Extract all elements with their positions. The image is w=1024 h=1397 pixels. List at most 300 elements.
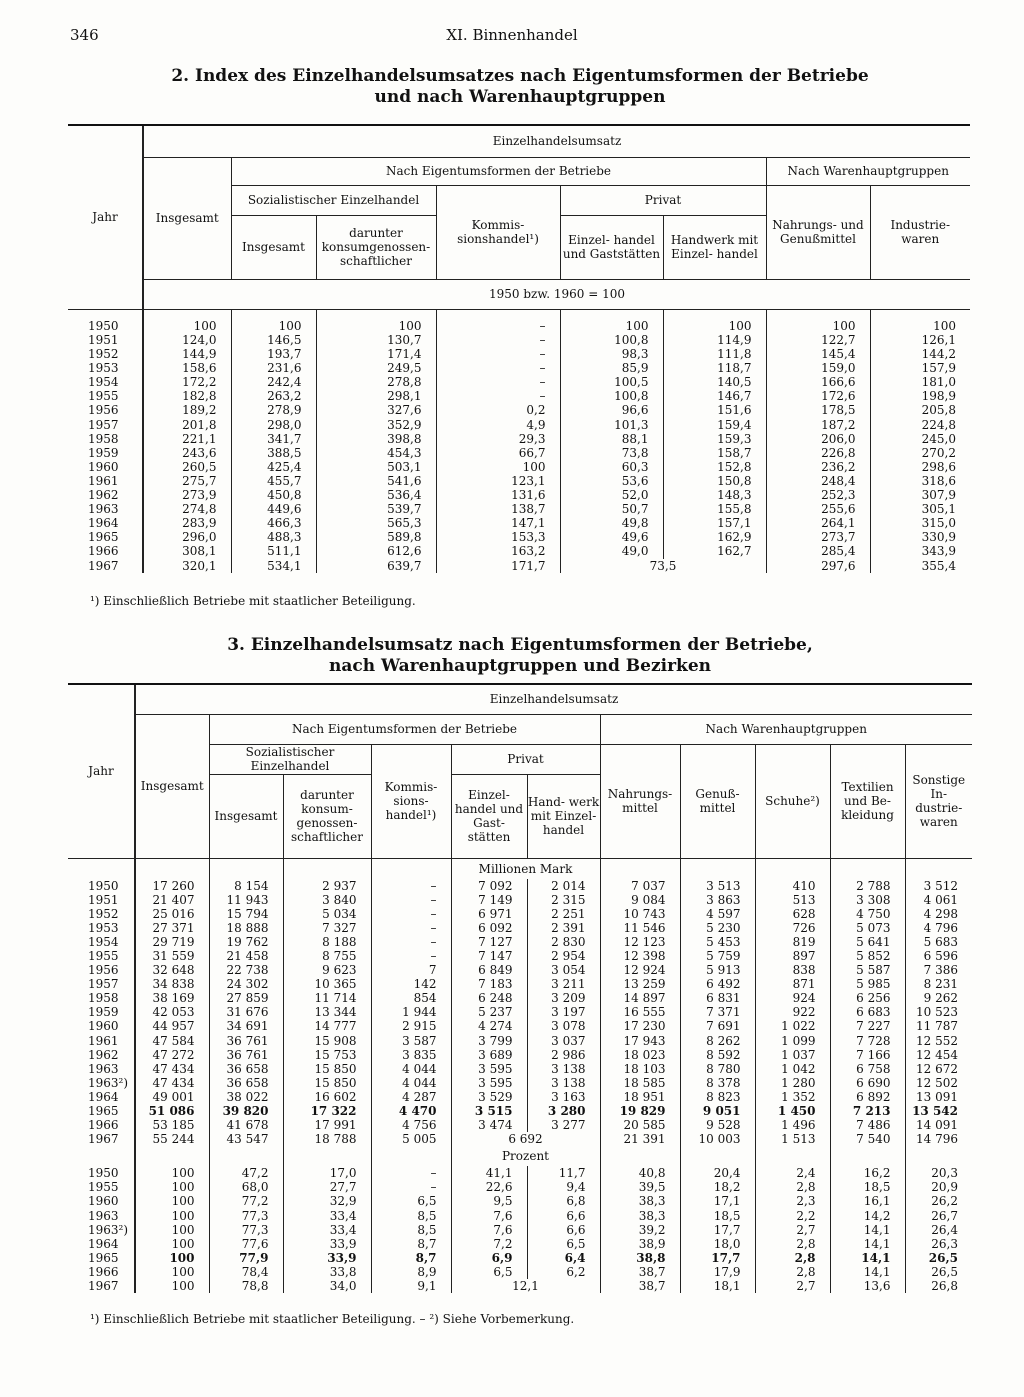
head-umsatz: Einzelhandelsumsatz xyxy=(143,125,970,157)
table-cell: 8 188 xyxy=(283,935,371,949)
table-row xyxy=(68,418,970,432)
table-cell: 53,6 xyxy=(560,474,663,488)
table-cell: 77,3 xyxy=(209,1209,283,1223)
table-cell: 3 308 xyxy=(830,893,905,907)
table-cell: 60,3 xyxy=(560,460,663,474)
table-cell xyxy=(135,1146,209,1166)
table-cell: 6,4 xyxy=(527,1251,600,1265)
table-cell: 5 005 xyxy=(371,1132,451,1146)
table-cell: 255,6 xyxy=(766,502,870,516)
table-cell: 330,9 xyxy=(870,530,970,544)
table-cell: 1954 xyxy=(88,375,119,390)
table-cell: 3 799 xyxy=(451,1034,527,1048)
table-cell: 5 034 xyxy=(283,907,371,921)
table-row xyxy=(68,488,970,502)
table-cell: 273,9 xyxy=(143,488,231,502)
table-cell: 283,9 xyxy=(143,516,231,530)
table-cell xyxy=(135,858,209,879)
col-insgesamt: Insgesamt xyxy=(143,157,231,279)
table-cell: – xyxy=(371,1166,451,1180)
table-cell: 18,1 xyxy=(680,1279,755,1293)
table-cell: 14 091 xyxy=(905,1118,972,1132)
table-cell: 33,9 xyxy=(283,1251,371,1265)
table-cell: 193,7 xyxy=(231,347,316,361)
table-cell: 43 547 xyxy=(209,1132,283,1146)
table-cell: 3 840 xyxy=(283,893,371,907)
table-row xyxy=(68,1194,972,1208)
table-cell: 3 595 xyxy=(451,1062,527,1076)
table-cell: 17,1 xyxy=(680,1194,755,1208)
table-cell: 100 xyxy=(231,309,316,333)
table-cell: 7 728 xyxy=(830,1034,905,1048)
table-cell: 1957 xyxy=(88,977,119,992)
table-cell: 47 434 xyxy=(135,1076,209,1090)
table-cell: 231,6 xyxy=(231,361,316,375)
table-cell: 34 838 xyxy=(135,977,209,991)
table-cell: 513 xyxy=(755,893,830,907)
table-cell: 924 xyxy=(755,991,830,1005)
table-cell: 172,6 xyxy=(766,389,870,403)
table-cell: 17,7 xyxy=(680,1223,755,1237)
table-cell: 9 051 xyxy=(680,1104,755,1118)
table-cell: 8 231 xyxy=(905,977,972,991)
table-cell: 159,4 xyxy=(663,418,766,432)
table-cell: 7 092 xyxy=(451,879,527,893)
table-cell: 612,6 xyxy=(316,544,436,558)
table-cell: 100,8 xyxy=(560,333,663,347)
table-cell: 21 458 xyxy=(209,949,283,963)
table-cell: 8 755 xyxy=(283,949,371,963)
table-cell: 27 371 xyxy=(135,921,209,935)
table-cell: 1960 xyxy=(88,1194,119,1209)
table-cell: 2,8 xyxy=(755,1251,830,1265)
table-cell: 189,2 xyxy=(143,403,231,417)
table-cell: 73,8 xyxy=(560,446,663,460)
table-cell: 4 796 xyxy=(905,921,972,935)
table-cell: 1 944 xyxy=(371,1005,451,1019)
table-cell: 7 691 xyxy=(680,1019,755,1033)
table-cell: 2 788 xyxy=(830,879,905,893)
table-cell: 7 166 xyxy=(830,1048,905,1062)
table-cell: 7 183 xyxy=(451,977,527,991)
table-row xyxy=(68,1090,972,1104)
table-cell: 1954 xyxy=(88,934,119,949)
table-cell: 270,2 xyxy=(870,446,970,460)
table-cell: 8,5 xyxy=(371,1209,451,1223)
table-cell: 6,2 xyxy=(527,1265,600,1279)
table-cell: 13 091 xyxy=(905,1090,972,1104)
table-cell: 854 xyxy=(371,991,451,1005)
table-cell: 1 099 xyxy=(755,1034,830,1048)
table-cell: 3 587 xyxy=(371,1034,451,1048)
table-cell: 10 365 xyxy=(283,977,371,991)
col-kommission: Kommis- sionshandel¹) xyxy=(436,185,560,279)
table-cell: 100 xyxy=(135,1180,209,1194)
table-cell: 245,0 xyxy=(870,432,970,446)
table-cell: 278,9 xyxy=(231,403,316,417)
table-cell: 1960 xyxy=(88,459,119,474)
table-cell: 7,2 xyxy=(451,1237,527,1251)
table-cell: 26,2 xyxy=(905,1194,972,1208)
table-cell: 6 092 xyxy=(451,921,527,935)
table-row xyxy=(68,544,970,558)
table-cell: 275,7 xyxy=(143,474,231,488)
table-cell: 6 892 xyxy=(830,1090,905,1104)
table-row xyxy=(68,879,972,893)
table-cell: 8 378 xyxy=(680,1076,755,1090)
table-cell: 24 302 xyxy=(209,977,283,991)
table-cell: 198,9 xyxy=(870,389,970,403)
table-cell: 42 053 xyxy=(135,1005,209,1019)
table-cell: 146,7 xyxy=(663,389,766,403)
table-cell: 9 084 xyxy=(600,893,680,907)
table-cell: 1951 xyxy=(88,333,119,347)
table-cell: 8 823 xyxy=(680,1090,755,1104)
col-insgesamt: Insgesamt xyxy=(135,714,209,858)
table-cell: 15 850 xyxy=(283,1076,371,1090)
table-cell: 162,7 xyxy=(663,544,766,558)
table-cell: 100 xyxy=(135,1194,209,1208)
table-cell: 32,9 xyxy=(283,1194,371,1208)
table-cell: 1964 xyxy=(88,516,119,531)
table-cell: 158,6 xyxy=(143,361,231,375)
table3 xyxy=(68,683,972,1293)
table-cell: 511,1 xyxy=(231,544,316,558)
table-cell: 12 502 xyxy=(905,1076,972,1090)
table-cell: 20,3 xyxy=(905,1166,972,1180)
table-cell: 4 470 xyxy=(371,1104,451,1118)
table-cell: 13 344 xyxy=(283,1005,371,1019)
col-jahr: Jahr xyxy=(68,684,135,858)
table-row xyxy=(68,460,970,474)
table-cell: 2,8 xyxy=(755,1265,830,1279)
table-cell: 158,7 xyxy=(663,446,766,460)
col-industrie: Industrie- waren xyxy=(870,185,970,279)
table-cell: 18 023 xyxy=(600,1048,680,1062)
table-row xyxy=(68,1048,972,1062)
table-cell: 18,5 xyxy=(830,1180,905,1194)
table-cell: 639,7 xyxy=(316,559,436,573)
table-cell: 5 073 xyxy=(830,921,905,935)
table-cell: 8,5 xyxy=(371,1223,451,1237)
table-cell: 296,0 xyxy=(143,530,231,544)
table-cell: 100 xyxy=(316,309,436,333)
table-cell: 12 398 xyxy=(600,949,680,963)
table-cell: 1962 xyxy=(88,488,119,503)
table-row xyxy=(68,474,970,488)
table-cell: 78,8 xyxy=(209,1279,283,1293)
table-cell: 3 689 xyxy=(451,1048,527,1062)
table-cell: 1956 xyxy=(88,403,119,418)
table-cell: 2 986 xyxy=(527,1048,600,1062)
table-cell xyxy=(830,858,905,879)
table-cell: 38,7 xyxy=(600,1279,680,1293)
table-cell: 100 xyxy=(870,309,970,333)
table-cell: 10 003 xyxy=(680,1132,755,1146)
page-number: 346 xyxy=(70,26,99,44)
table-cell: – xyxy=(436,309,560,333)
table-cell: 1958 xyxy=(88,991,119,1006)
col-nahrung: Nahrungs- und Genußmittel xyxy=(766,185,870,279)
table-cell: 1966 xyxy=(88,1264,119,1279)
table-cell: 7 149 xyxy=(451,893,527,907)
table-cell: 1955 xyxy=(88,389,119,404)
table-cell: 4 750 xyxy=(830,907,905,921)
table-cell xyxy=(283,1146,371,1166)
table-cell: 114,9 xyxy=(663,333,766,347)
table-cell: 3 197 xyxy=(527,1005,600,1019)
table-cell: 6 690 xyxy=(830,1076,905,1090)
table-cell: 2 014 xyxy=(527,879,600,893)
table-cell: 77,3 xyxy=(209,1223,283,1237)
table-cell: 36 761 xyxy=(209,1048,283,1062)
table-cell: 2,8 xyxy=(755,1237,830,1251)
table-cell: 410 xyxy=(755,879,830,893)
table-cell: 166,6 xyxy=(766,375,870,389)
table-cell: 38,8 xyxy=(600,1251,680,1265)
table-cell: 1965 xyxy=(88,1250,119,1265)
head-privat: Privat xyxy=(560,185,766,215)
table-cell: 5 683 xyxy=(905,935,972,949)
table-cell xyxy=(600,858,680,879)
table-cell: 236,2 xyxy=(766,460,870,474)
table-cell: 21 407 xyxy=(135,893,209,907)
table-cell: 3 054 xyxy=(527,963,600,977)
table-cell: 922 xyxy=(755,1005,830,1019)
table-cell: 1951 xyxy=(88,892,119,907)
table-cell: 150,8 xyxy=(663,474,766,488)
table-cell: 17 260 xyxy=(135,879,209,893)
table-cell: 318,6 xyxy=(870,474,970,488)
table-cell: 38,3 xyxy=(600,1209,680,1223)
unit-label: Prozent xyxy=(451,1146,600,1166)
head-eigentum: Nach Eigentumsformen der Betriebe xyxy=(231,157,766,185)
table-cell: 12 123 xyxy=(600,935,680,949)
table-cell: 34,0 xyxy=(283,1279,371,1293)
table-cell: 145,4 xyxy=(766,347,870,361)
table-cell: 100 xyxy=(135,1265,209,1279)
table-cell: 1 280 xyxy=(755,1076,830,1090)
table-cell: 101,3 xyxy=(560,418,663,432)
table-cell: 298,0 xyxy=(231,418,316,432)
table-cell: 13 259 xyxy=(600,977,680,991)
table-cell: 1959 xyxy=(88,445,119,460)
table-cell: 7 127 xyxy=(451,935,527,949)
table-cell: 34 691 xyxy=(209,1019,283,1033)
table-cell: 838 xyxy=(755,963,830,977)
table-cell: 3 474 xyxy=(451,1118,527,1132)
table-cell: 5 453 xyxy=(680,935,755,949)
table-cell: 243,6 xyxy=(143,446,231,460)
table-cell: 11 714 xyxy=(283,991,371,1005)
table-cell: 153,3 xyxy=(436,530,560,544)
table-cell: 85,9 xyxy=(560,361,663,375)
table-cell: 7 371 xyxy=(680,1005,755,1019)
table-cell: 18 888 xyxy=(209,921,283,935)
table-cell: 138,7 xyxy=(436,502,560,516)
col-sonstige: Sonstige In- dustrie- waren xyxy=(905,744,972,858)
table-cell: 9,4 xyxy=(527,1180,600,1194)
table-cell: 140,5 xyxy=(663,375,766,389)
table-cell: 3 835 xyxy=(371,1048,451,1062)
table-cell: 33,4 xyxy=(283,1223,371,1237)
table-cell: 100 xyxy=(135,1166,209,1180)
table-cell: 205,8 xyxy=(870,403,970,417)
table-cell: 163,2 xyxy=(436,544,560,558)
table-cell: 1958 xyxy=(88,431,119,446)
table-cell: 503,1 xyxy=(316,460,436,474)
col-konsum: darunter konsum- genossen- schaftlicher xyxy=(283,774,371,858)
table-row xyxy=(68,1265,972,1279)
table-cell: 100 xyxy=(135,1237,209,1251)
table-cell: 1964 xyxy=(88,1236,119,1251)
table-row xyxy=(68,1005,972,1019)
table-cell: 297,6 xyxy=(766,559,870,573)
table-cell: 14,1 xyxy=(830,1251,905,1265)
table-cell: 16 555 xyxy=(600,1005,680,1019)
table-row xyxy=(68,375,970,389)
table-cell: 5 759 xyxy=(680,949,755,963)
table-cell: 298,1 xyxy=(316,389,436,403)
table-cell: 5 641 xyxy=(830,935,905,949)
table-cell: – xyxy=(371,921,451,935)
table-cell: 4,9 xyxy=(436,418,560,432)
table-cell: 320,1 xyxy=(143,559,231,573)
table-cell: 6 758 xyxy=(830,1062,905,1076)
table-cell: 454,3 xyxy=(316,446,436,460)
table-cell: 1966 xyxy=(88,544,119,559)
table-cell: 308,1 xyxy=(143,544,231,558)
col-nahrung: Nahrungs- mittel xyxy=(600,744,680,858)
table-cell: 22 738 xyxy=(209,963,283,977)
table-cell: 1967 xyxy=(88,558,119,573)
table-cell: 534,1 xyxy=(231,559,316,573)
table-cell: 7 147 xyxy=(451,949,527,963)
table-cell: 11 787 xyxy=(905,1019,972,1033)
table-cell: 4 756 xyxy=(371,1118,451,1132)
table-cell: 39,5 xyxy=(600,1180,680,1194)
table-cell: 152,8 xyxy=(663,460,766,474)
table-row xyxy=(68,1223,972,1237)
table-cell: 16 602 xyxy=(283,1090,371,1104)
table-cell: – xyxy=(371,949,451,963)
table-cell: 1965 xyxy=(88,1104,119,1118)
table-cell: 2,8 xyxy=(755,1180,830,1194)
table-cell: 18 951 xyxy=(600,1090,680,1104)
head-sozialistisch: Sozialistischer Einzelhandel xyxy=(231,185,436,215)
table-row xyxy=(68,446,970,460)
table-cell: 5 230 xyxy=(680,921,755,935)
table3-footnote: ¹) Einschließlich Betriebe mit staatlicher Beteiligung. – ²) Siehe Vorbemerkung. xyxy=(90,1312,575,1326)
table-cell: 122,7 xyxy=(766,333,870,347)
table-cell: 26,7 xyxy=(905,1209,972,1223)
table-cell: 118,7 xyxy=(663,361,766,375)
table-cell: 6,6 xyxy=(527,1223,600,1237)
table-cell: 5 237 xyxy=(451,1005,527,1019)
table-cell: 162,9 xyxy=(663,530,766,544)
table-cell: 4 061 xyxy=(905,893,972,907)
table-cell: 12 552 xyxy=(905,1034,972,1048)
table-row xyxy=(68,403,970,417)
table-cell: 8,9 xyxy=(371,1265,451,1279)
table-cell: 100 xyxy=(766,309,870,333)
table-cell: 201,8 xyxy=(143,418,231,432)
section-title: XI. Binnenhandel xyxy=(446,26,578,44)
table-cell: 388,5 xyxy=(231,446,316,460)
table-cell xyxy=(68,858,135,879)
table-cell: 274,8 xyxy=(143,502,231,516)
table-cell: 2 937 xyxy=(283,879,371,893)
table-row xyxy=(68,1209,972,1223)
table-cell: 49,8 xyxy=(560,516,663,530)
table-cell: 9 528 xyxy=(680,1118,755,1132)
table-cell: 130,7 xyxy=(316,333,436,347)
table-cell: 2,4 xyxy=(755,1166,830,1180)
table-cell: 1952 xyxy=(88,906,119,921)
table-cell: 1961 xyxy=(88,473,119,488)
unit-row xyxy=(68,1146,972,1166)
table-cell: 3 512 xyxy=(905,879,972,893)
table-cell: 68,0 xyxy=(209,1180,283,1194)
table-row xyxy=(68,893,972,907)
table-cell: 171,4 xyxy=(316,347,436,361)
table-cell: 6,8 xyxy=(527,1194,600,1208)
table-cell: 8,7 xyxy=(371,1251,451,1265)
table-row xyxy=(68,935,972,949)
table-cell: 6 831 xyxy=(680,991,755,1005)
table-cell: 41,1 xyxy=(451,1166,527,1180)
table-cell: 100 xyxy=(135,1209,209,1223)
table-cell: 147,1 xyxy=(436,516,560,530)
col-konsum: darunter konsumgenossen- schaftlicher xyxy=(316,215,436,279)
table-cell: 18,0 xyxy=(680,1237,755,1251)
table-cell: 278,8 xyxy=(316,375,436,389)
table-row xyxy=(68,977,972,991)
table-cell: 1963²) xyxy=(88,1075,129,1090)
table-cell xyxy=(600,1146,680,1166)
table-cell: 31 676 xyxy=(209,1005,283,1019)
table-cell: 32 648 xyxy=(135,963,209,977)
table-cell: 249,5 xyxy=(316,361,436,375)
table-cell: 39,2 xyxy=(600,1223,680,1237)
table-cell: 1966 xyxy=(88,1118,119,1133)
table-cell: 3 163 xyxy=(527,1090,600,1104)
page-header xyxy=(0,26,1024,46)
table-cell: 78,4 xyxy=(209,1265,283,1279)
table-cell: 17 943 xyxy=(600,1034,680,1048)
table-row xyxy=(68,921,972,935)
table-cell: 146,5 xyxy=(231,333,316,347)
table-cell: 15 850 xyxy=(283,1062,371,1076)
table-cell: 0,2 xyxy=(436,403,560,417)
table-cell: 29 719 xyxy=(135,935,209,949)
table-cell: 7 xyxy=(371,963,451,977)
table-cell: 157,1 xyxy=(663,516,766,530)
table-cell: 47 584 xyxy=(135,1034,209,1048)
col-genuss: Genuß- mittel xyxy=(680,744,755,858)
table-cell: 47 272 xyxy=(135,1048,209,1062)
table-cell xyxy=(371,858,451,879)
table-cell: 3 211 xyxy=(527,977,600,991)
table-cell: 18 788 xyxy=(283,1132,371,1146)
unit-index: 1950 bzw. 1960 = 100 xyxy=(143,279,970,309)
table-cell: 47,2 xyxy=(209,1166,283,1180)
table-cell: 100,5 xyxy=(560,375,663,389)
table-cell: 51 086 xyxy=(135,1104,209,1118)
table-cell: 100 xyxy=(135,1223,209,1237)
table-cell: 33,8 xyxy=(283,1265,371,1279)
table-cell: 131,6 xyxy=(436,488,560,502)
